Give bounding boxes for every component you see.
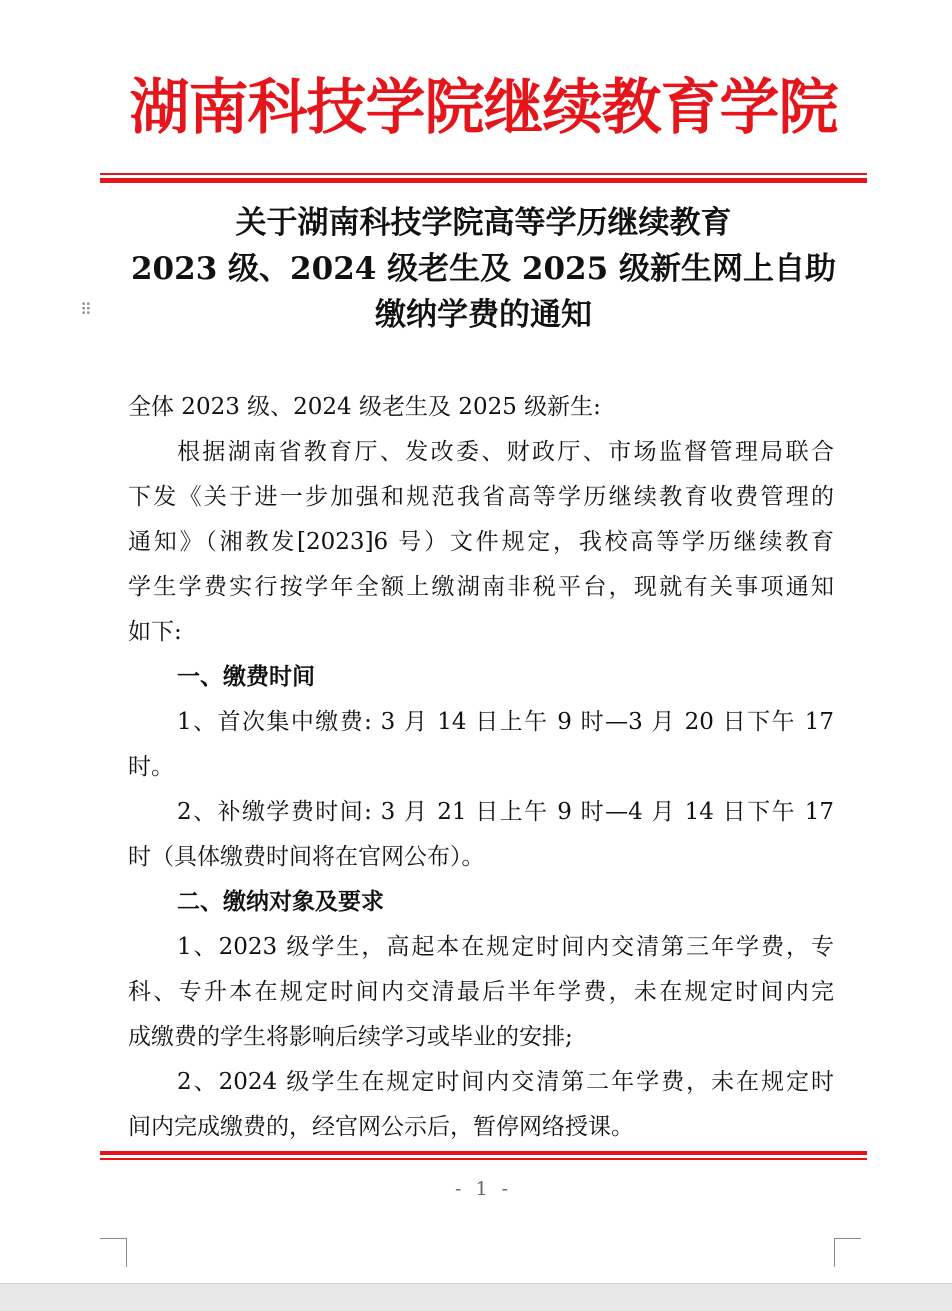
drag-handle-icon[interactable]: ⠿ [80, 300, 92, 319]
document-title [100, 200, 867, 338]
margin-corner-bottom-right [834, 1238, 861, 1267]
intro-line-4: 学生学费实行按学年全额上缴湖南非税平台，现就有关事项通知 [128, 574, 834, 600]
masthead-rule-thick [100, 178, 867, 183]
footer-rule-thick [100, 1151, 867, 1155]
intro-line-1: 根据湖南省教育厅、发改委、财政厅、市场监督管理局联合 [177, 439, 834, 465]
payment-time-item-1-line-1: 1、首次集中缴费: 3 月 14 日上午 9 时—3 月 20 日下午 17 [177, 709, 834, 735]
masthead-rule-thin [100, 173, 867, 175]
intro-line-2: 下发《关于进一步加强和规范我省高等学历继续教育收费管理的 [128, 484, 834, 510]
intro-line-5: 如下: [128, 619, 182, 645]
payment-targets-item-2-line-1: 2、2024 级学生在规定时间内交清第二年学费，未在规定时 [177, 1069, 834, 1095]
payment-time-item-2-line-1: 2、补缴学费时间: 3 月 21 日上午 9 时—4 月 14 日下午 17 [177, 799, 834, 825]
viewer-bottom-bar [0, 1283, 952, 1311]
document-title-line-3: 缴纳学费的通知 [375, 297, 592, 333]
payment-time-item-2-line-2: 时（具体缴费时间将在官网公布）。 [128, 844, 485, 870]
document-body [128, 385, 834, 1150]
section-heading-payment-targets: 二、缴纳对象及要求 [177, 889, 384, 915]
document-title-line-2: 2023 级、2024 级老生及 2025 级新生网上自助 [130, 251, 836, 287]
intro-line-3: 通知》（湘教发[2023]6 号）文件规定，我校高等学历继续教育 [128, 529, 834, 555]
payment-targets-item-1-line-3: 成缴费的学生将影响后续学习或毕业的安排; [128, 1024, 573, 1050]
section-heading-payment-time: 一、缴费时间 [177, 664, 315, 690]
payment-time-item-1-line-2: 时。 [128, 754, 174, 780]
masthead-title: 湖南科技学院继续教育学院 [129, 73, 838, 143]
payment-targets-item-1-line-2: 科、专升本在规定时间内交清最后半年学费，未在规定时间内完 [128, 979, 834, 1005]
margin-corner-bottom-left [100, 1238, 127, 1267]
payment-targets-item-2-line-2: 间内完成缴费的，经官网公示后，暂停网络授课。 [128, 1114, 634, 1140]
document-title-line-1: 关于湖南科技学院高等学历继续教育 [235, 205, 732, 241]
page-number: - 1 - [454, 1178, 512, 1200]
payment-targets-item-1-line-1: 1、2023 级学生，高起本在规定时间内交清第三年学费，专 [177, 934, 834, 960]
salutation: 全体 2023 级、2024 级老生及 2025 级新生: [128, 394, 601, 420]
footer-rule-thin [100, 1158, 867, 1160]
